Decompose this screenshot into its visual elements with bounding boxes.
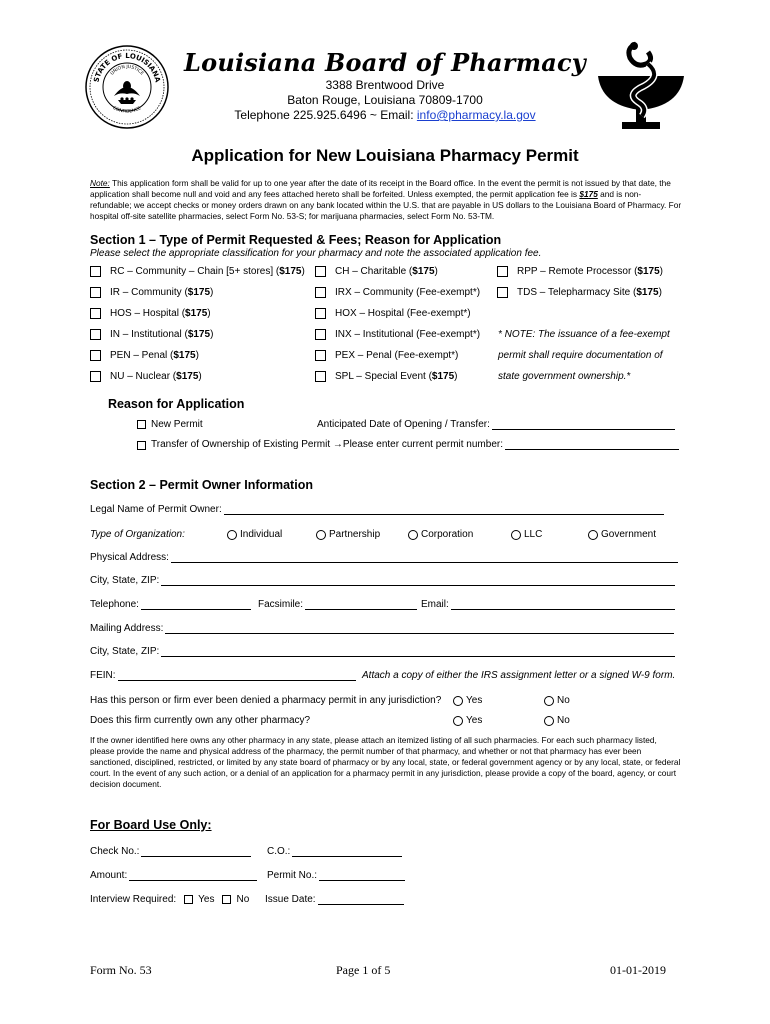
q1-yes-label: Yes bbox=[466, 695, 483, 706]
physical-address-label: Physical Address: bbox=[90, 552, 169, 563]
transfer-label: Transfer of Ownership of Existing Permit →Please enter current permit number: bbox=[151, 439, 503, 450]
check-no-label: Check No.: bbox=[90, 846, 140, 857]
permit-label: CH – Charitable ( bbox=[335, 266, 413, 277]
permit-option[interactable] bbox=[90, 350, 199, 361]
org-type-label: Corporation bbox=[421, 529, 474, 540]
org-type-label: Partnership bbox=[329, 529, 381, 540]
permit-checkbox[interactable] bbox=[90, 350, 101, 361]
telephone-field[interactable] bbox=[90, 599, 251, 610]
telephone-line[interactable] bbox=[141, 600, 251, 610]
permit-label-end: ) bbox=[195, 350, 199, 361]
city-state-zip-line[interactable] bbox=[161, 576, 675, 586]
question-denied: Has this person or firm ever been denied a pharmacy permit in any jurisdiction? bbox=[90, 695, 442, 706]
co-field[interactable] bbox=[267, 846, 402, 857]
interview-yes-checkbox[interactable] bbox=[184, 895, 193, 904]
current-permit-line[interactable] bbox=[505, 440, 679, 450]
permit-label: IR – Community ( bbox=[110, 287, 188, 298]
permit-option[interactable] bbox=[90, 287, 213, 298]
permit-checkbox[interactable] bbox=[90, 287, 101, 298]
louisiana-state-seal bbox=[84, 44, 170, 130]
permit-option[interactable] bbox=[315, 266, 438, 277]
transfer-checkbox[interactable] bbox=[137, 441, 146, 450]
note-label: Note: bbox=[90, 178, 110, 188]
q2-yes-radio[interactable] bbox=[453, 716, 463, 726]
permit-label-end: ) bbox=[434, 266, 438, 277]
question-own-other: Does this firm currently own any other pharmacy? bbox=[90, 715, 311, 726]
org-type-radio[interactable] bbox=[408, 530, 418, 540]
city-state-zip-field[interactable] bbox=[90, 575, 675, 586]
q1-no-radio[interactable] bbox=[544, 696, 554, 706]
facsimile-label: Facsimile: bbox=[258, 599, 304, 610]
org-type-option[interactable] bbox=[408, 529, 473, 540]
permit-checkbox[interactable] bbox=[315, 266, 326, 277]
interview-label: Interview Required: bbox=[90, 894, 177, 905]
permit-checkbox[interactable] bbox=[315, 308, 326, 319]
permit-option[interactable] bbox=[90, 371, 202, 382]
org-type-option[interactable] bbox=[511, 529, 542, 540]
permit-label: INX – Institutional (Fee-exempt*) bbox=[335, 329, 481, 340]
permit-option[interactable] bbox=[90, 308, 211, 319]
permit-fee: $175 bbox=[173, 350, 196, 361]
permit-option[interactable] bbox=[90, 329, 213, 340]
permit-checkbox[interactable] bbox=[315, 287, 326, 298]
note-paragraph bbox=[90, 178, 682, 222]
transfer-field[interactable] bbox=[137, 439, 679, 450]
permit-label-end: ) bbox=[659, 266, 664, 277]
org-type-label: LLC bbox=[524, 529, 543, 540]
seal-text-top: STATE OF LOUISIANA bbox=[92, 51, 162, 84]
seal-text-inner: UNION JUSTICE bbox=[109, 64, 145, 77]
anticipated-date-label: Anticipated Date of Opening / Transfer: bbox=[317, 419, 490, 430]
permit-label-end: ) bbox=[301, 266, 305, 277]
q2-no-label: No bbox=[557, 715, 570, 726]
email-label: Email: bbox=[421, 599, 449, 610]
exempt-note-2: permit shall require documentation of bbox=[498, 350, 663, 361]
permit-option[interactable] bbox=[315, 287, 480, 298]
fein-note: Attach a copy of either the IRS assignment letter or a signed W-9 form. bbox=[362, 670, 676, 681]
org-type-radio[interactable] bbox=[227, 530, 237, 540]
issue-date-line[interactable] bbox=[318, 895, 404, 905]
city-state-zip-line-2[interactable] bbox=[161, 647, 675, 657]
mailing-address-line[interactable] bbox=[165, 624, 674, 634]
org-type-radio[interactable] bbox=[588, 530, 598, 540]
permit-label: HOX – Hospital (Fee-exempt*) bbox=[335, 308, 471, 319]
permit-checkbox[interactable] bbox=[315, 371, 326, 382]
email-link[interactable]: info@pharmacy.la.gov bbox=[416, 108, 536, 122]
physical-address-line[interactable] bbox=[171, 553, 678, 563]
legal-name-field[interactable] bbox=[90, 504, 664, 515]
permit-option[interactable] bbox=[315, 308, 471, 319]
interview-required bbox=[90, 894, 249, 905]
permit-fee: $175 bbox=[187, 329, 211, 340]
org-type-label: Type of Organization: bbox=[90, 529, 185, 540]
permit-option[interactable] bbox=[315, 371, 458, 382]
permit-no-label: Permit No.: bbox=[267, 870, 318, 881]
phone-prefix: Telephone 225.925.6496 ~ Email: bbox=[234, 108, 417, 122]
svg-text:CONFIDENCE bbox=[112, 105, 142, 114]
amount-field[interactable] bbox=[90, 870, 257, 881]
address-line-1: 3388 Brentwood Drive bbox=[325, 78, 445, 92]
check-no-field[interactable] bbox=[90, 846, 251, 857]
seal-text-bottom: CONFIDENCE bbox=[111, 106, 143, 115]
exempt-note-1: * NOTE: The issuance of a fee-exempt bbox=[498, 329, 670, 340]
permit-option[interactable] bbox=[315, 329, 480, 340]
q1-no-option[interactable] bbox=[544, 695, 570, 706]
permit-label-end: ) bbox=[454, 371, 458, 382]
q1-no-label: No bbox=[557, 695, 570, 706]
permit-no-field[interactable] bbox=[267, 870, 405, 881]
amount-label: Amount: bbox=[90, 870, 128, 881]
revision-date: 01-01-2019 bbox=[610, 963, 666, 977]
permit-label: TDS – Telepharmacy Site ( bbox=[517, 287, 637, 298]
permit-fee: $175 bbox=[431, 371, 455, 382]
permit-fee: $175 bbox=[636, 287, 659, 298]
form-number: Form No. 53 bbox=[90, 963, 152, 977]
fein-line[interactable] bbox=[118, 671, 356, 681]
email-line[interactable] bbox=[451, 600, 675, 610]
q2-no-option[interactable] bbox=[544, 715, 570, 726]
permit-fee: $175 bbox=[279, 266, 302, 277]
permit-checkbox[interactable] bbox=[315, 350, 326, 361]
bowl-of-hygieia-icon bbox=[596, 40, 686, 134]
physical-address-field[interactable] bbox=[90, 552, 678, 563]
page-number: Page 1 of 5 bbox=[336, 963, 391, 977]
org-type-option[interactable] bbox=[316, 529, 380, 540]
check-no-line[interactable] bbox=[141, 847, 251, 857]
permit-label-end: ) bbox=[210, 329, 214, 340]
permit-label-end: ) bbox=[207, 308, 211, 319]
q1-yes-radio[interactable] bbox=[453, 696, 463, 706]
permit-option[interactable] bbox=[90, 266, 305, 277]
section-2-title: Section 2 – Permit Owner Information bbox=[90, 478, 313, 492]
note-fee: $175 bbox=[579, 189, 598, 199]
org-type-label: Individual bbox=[240, 529, 283, 540]
interview-yes-label: Yes bbox=[198, 894, 215, 905]
board-title: Louisiana Board of Pharmacy bbox=[184, 48, 586, 77]
form-title: Application for New Louisiana Pharmacy Permit bbox=[191, 146, 579, 165]
co-line[interactable] bbox=[292, 847, 402, 857]
q2-no-radio[interactable] bbox=[544, 716, 554, 726]
exempt-note-3: state government ownership.* bbox=[498, 371, 631, 382]
permit-fee: $175 bbox=[185, 308, 208, 319]
facsimile-field[interactable] bbox=[258, 599, 417, 610]
permit-label-end: ) bbox=[210, 287, 214, 298]
permit-fee: $175 bbox=[176, 371, 199, 382]
city-state-zip-label-2: City, State, ZIP: bbox=[90, 646, 160, 657]
permit-checkbox[interactable] bbox=[497, 266, 508, 277]
permit-label: RC – Community – Chain [5+ stores] ( bbox=[110, 266, 280, 277]
permit-no-line[interactable] bbox=[319, 871, 405, 881]
new-permit-checkbox[interactable] bbox=[137, 420, 146, 429]
permit-checkbox[interactable] bbox=[90, 266, 101, 277]
permit-label-end: ) bbox=[198, 371, 202, 382]
anticipated-date-field[interactable] bbox=[317, 419, 675, 430]
permit-checkbox[interactable] bbox=[90, 329, 101, 340]
city-state-zip-label: City, State, ZIP: bbox=[90, 575, 160, 586]
issue-date-label: Issue Date: bbox=[265, 894, 316, 905]
svg-text:UNION JUSTICE bbox=[109, 64, 145, 77]
mailing-address-field[interactable] bbox=[90, 623, 674, 634]
new-permit-option[interactable] bbox=[137, 419, 203, 430]
org-type-label: Government bbox=[601, 529, 657, 540]
q2-yes-label: Yes bbox=[466, 715, 483, 726]
org-type-option[interactable] bbox=[227, 529, 282, 540]
section-1-title: Section 1 – Type of Permit Requested & Fees; Reason for Application bbox=[90, 233, 502, 247]
new-permit-label: New Permit bbox=[151, 419, 203, 430]
email-field[interactable] bbox=[421, 599, 675, 610]
note-text-2: and is non-refundable; we accept checks or money orders drawn on any bank located within the U.S. that are payable in US dollars to the Louisiana Board of Pharmacy. For hospital off-site satellite pharmacies, select Form No. 53-S; for marijuana pharmacies, select Form No. 53-TM. bbox=[90, 189, 682, 221]
permit-label: IN – Institutional ( bbox=[110, 329, 188, 340]
section-1-subtitle: Please select the appropriate classification for your pharmacy and note the associated application fee. bbox=[90, 248, 542, 259]
telephone-label: Telephone: bbox=[90, 599, 139, 610]
permit-label: IRX – Community (Fee-exempt*) bbox=[335, 287, 481, 298]
permit-label: RPP – Remote Processor ( bbox=[517, 266, 638, 277]
permit-label-end: ) bbox=[658, 287, 662, 298]
contact-line bbox=[180, 108, 590, 122]
facsimile-line[interactable] bbox=[305, 600, 417, 610]
amount-line[interactable] bbox=[129, 871, 257, 881]
permit-label: SPL – Special Event ( bbox=[335, 371, 432, 382]
fein-label: FEIN: bbox=[90, 670, 116, 681]
anticipated-date-line[interactable] bbox=[492, 420, 675, 430]
legal-name-label: Legal Name of Permit Owner: bbox=[90, 504, 222, 515]
permit-fee: $175 bbox=[637, 266, 660, 277]
q2-yes-option[interactable] bbox=[453, 715, 482, 726]
permit-label: NU – Nuclear ( bbox=[110, 371, 177, 382]
permit-label: PEN – Penal ( bbox=[110, 350, 174, 361]
co-label: C.O.: bbox=[267, 846, 291, 857]
mailing-address-label: Mailing Address: bbox=[90, 623, 164, 634]
permit-option[interactable] bbox=[315, 350, 458, 361]
permit-checkbox[interactable] bbox=[315, 329, 326, 340]
permit-checkbox[interactable] bbox=[90, 371, 101, 382]
permit-fee: $175 bbox=[187, 287, 211, 298]
legal-name-line[interactable] bbox=[224, 505, 664, 515]
fein-field[interactable] bbox=[90, 670, 356, 681]
reason-title: Reason for Application bbox=[108, 397, 245, 411]
permit-fee: $175 bbox=[412, 266, 435, 277]
city-state-zip-field-2[interactable] bbox=[90, 646, 675, 657]
q1-yes-option[interactable] bbox=[453, 695, 482, 706]
org-type-option[interactable] bbox=[588, 529, 656, 540]
permit-option[interactable] bbox=[497, 266, 663, 277]
org-type-radio[interactable] bbox=[316, 530, 326, 540]
board-use-title: For Board Use Only: bbox=[90, 818, 212, 832]
address-line-2: Baton Rouge, Louisiana 70809-1700 bbox=[287, 93, 483, 107]
note-text: This application form shall be valid for up to one year after the date of its receipt in the Board office. In the event the permit is not issued by that date, the application shall become null and void and any fees attached hereto shall be forfeited. Unless exempted, the permit application fee is bbox=[90, 178, 671, 199]
org-type-radio[interactable] bbox=[511, 530, 521, 540]
permit-checkbox[interactable] bbox=[90, 308, 101, 319]
issue-date-field[interactable] bbox=[265, 894, 404, 905]
other-pharmacy-paragraph: If the owner identified here owns any other pharmacy in any state, please attach an itemized listing of all such pharmacies. For each such pharmacy listed, please provide the name and physical address of the pharmacy, the permit number of that pharmacy, and whether or not that pharmacy has ever been sanctioned, disciplined, restricted, or limited by any state board of pharmacy or by any local, state, or federal government agency or by any local, state, or federal court. In the event of any such action, or a denial of an application for a pharmacy permit in any jurisdiction, please provide a copy of the board, agency, or court decision document. bbox=[90, 735, 681, 789]
interview-no-checkbox[interactable] bbox=[222, 895, 231, 904]
permit-label: PEX – Penal (Fee-exempt*) bbox=[335, 350, 459, 361]
permit-checkbox[interactable] bbox=[497, 287, 508, 298]
permit-option[interactable] bbox=[497, 287, 662, 298]
permit-label: HOS – Hospital ( bbox=[110, 308, 186, 319]
interview-no-label: No bbox=[236, 894, 250, 905]
